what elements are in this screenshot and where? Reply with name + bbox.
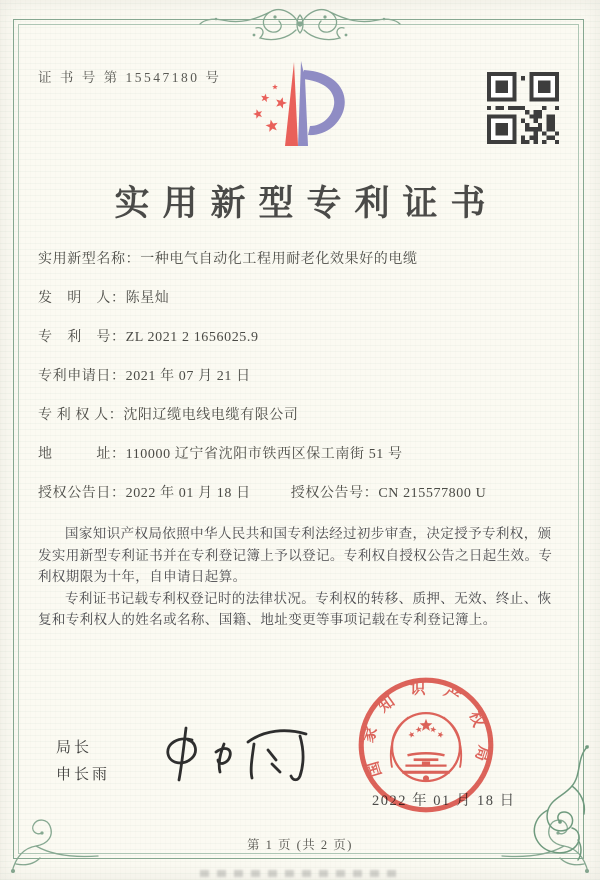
field-list bbox=[38, 252, 566, 525]
field-label: 地 址： bbox=[38, 447, 126, 462]
field-label: 授权公告日： bbox=[38, 486, 126, 501]
field-label: 专 利 号： bbox=[38, 330, 126, 345]
field-address bbox=[38, 447, 566, 462]
field-value: 2022 年 01 月 18 日 bbox=[125, 486, 251, 501]
field-label: 授权公告号： bbox=[290, 486, 379, 501]
legal-text bbox=[38, 523, 564, 631]
field-value: 2021 年 07 月 21 日 bbox=[125, 369, 251, 384]
field-value: ZL 2021 2 1656025.9 bbox=[125, 330, 259, 345]
field-value: 沈阳辽缆电线电缆有限公司 bbox=[123, 408, 299, 423]
legal-paragraph-2: 专利证书记载专利权登记时的法律状况。专利权的转移、质押、无效、终止、恢复和专利权人的姓名或名称、国籍、地址变更等事项记载在专利登记簿上。 bbox=[38, 590, 552, 627]
field-patent-number bbox=[38, 330, 566, 345]
bleed-through-marks bbox=[200, 870, 400, 877]
field-value: 陈星灿 bbox=[125, 291, 170, 306]
logo-red-spike bbox=[285, 62, 298, 146]
official-seal bbox=[354, 673, 498, 817]
field-value: 一种电气自动化工程用耐老化效果好的电缆 bbox=[140, 252, 418, 267]
certificate-number: 证 书 号 第 15547180 号 bbox=[38, 70, 222, 85]
field-label: 实用新型名称： bbox=[38, 252, 141, 267]
field-label: 专利申请日： bbox=[38, 369, 126, 384]
legal-paragraph-1: 国家知识产权局依照中华人民共和国专利法经过初步审查，决定授予专利权，颁发实用新型专利证书并在专利登记簿上予以登记。专利权自授权公告之日起生效。专利权期限为十年，自申请日起算。 bbox=[38, 526, 553, 584]
field-value: CN 215577800 U bbox=[378, 486, 487, 501]
top-flourish-icon bbox=[188, 2, 412, 48]
seal-text: 国家知识产权局 bbox=[359, 680, 493, 779]
field-label: 发 明 人： bbox=[38, 291, 126, 306]
signer-title: 局长 bbox=[56, 740, 93, 756]
page-title: 实用新型专利证书 bbox=[114, 184, 499, 223]
signer-name: 申长雨 bbox=[56, 767, 111, 783]
field-filing-date bbox=[38, 369, 566, 384]
qr-code bbox=[487, 72, 559, 144]
logo-stars bbox=[253, 84, 287, 132]
signer-block bbox=[56, 735, 110, 789]
field-utility-model-name bbox=[38, 252, 566, 267]
field-grant-row bbox=[38, 486, 566, 501]
shen-changyu-signature-icon bbox=[148, 718, 324, 792]
field-patentee bbox=[38, 408, 566, 423]
field-inventor bbox=[38, 291, 566, 306]
field-label: 专 利 权 人： bbox=[38, 408, 124, 423]
field-value: 110000 辽宁省沈阳市铁西区保工南街 51 号 bbox=[125, 447, 403, 462]
logo-p-bowl bbox=[302, 70, 345, 135]
seal-date: 2022 年 01 月 18 日 bbox=[372, 793, 516, 809]
national-emblem-icon bbox=[391, 713, 461, 781]
cnipa-logo bbox=[238, 56, 378, 168]
page-indicator: 第 1 页 (共 2 页) bbox=[247, 838, 353, 852]
